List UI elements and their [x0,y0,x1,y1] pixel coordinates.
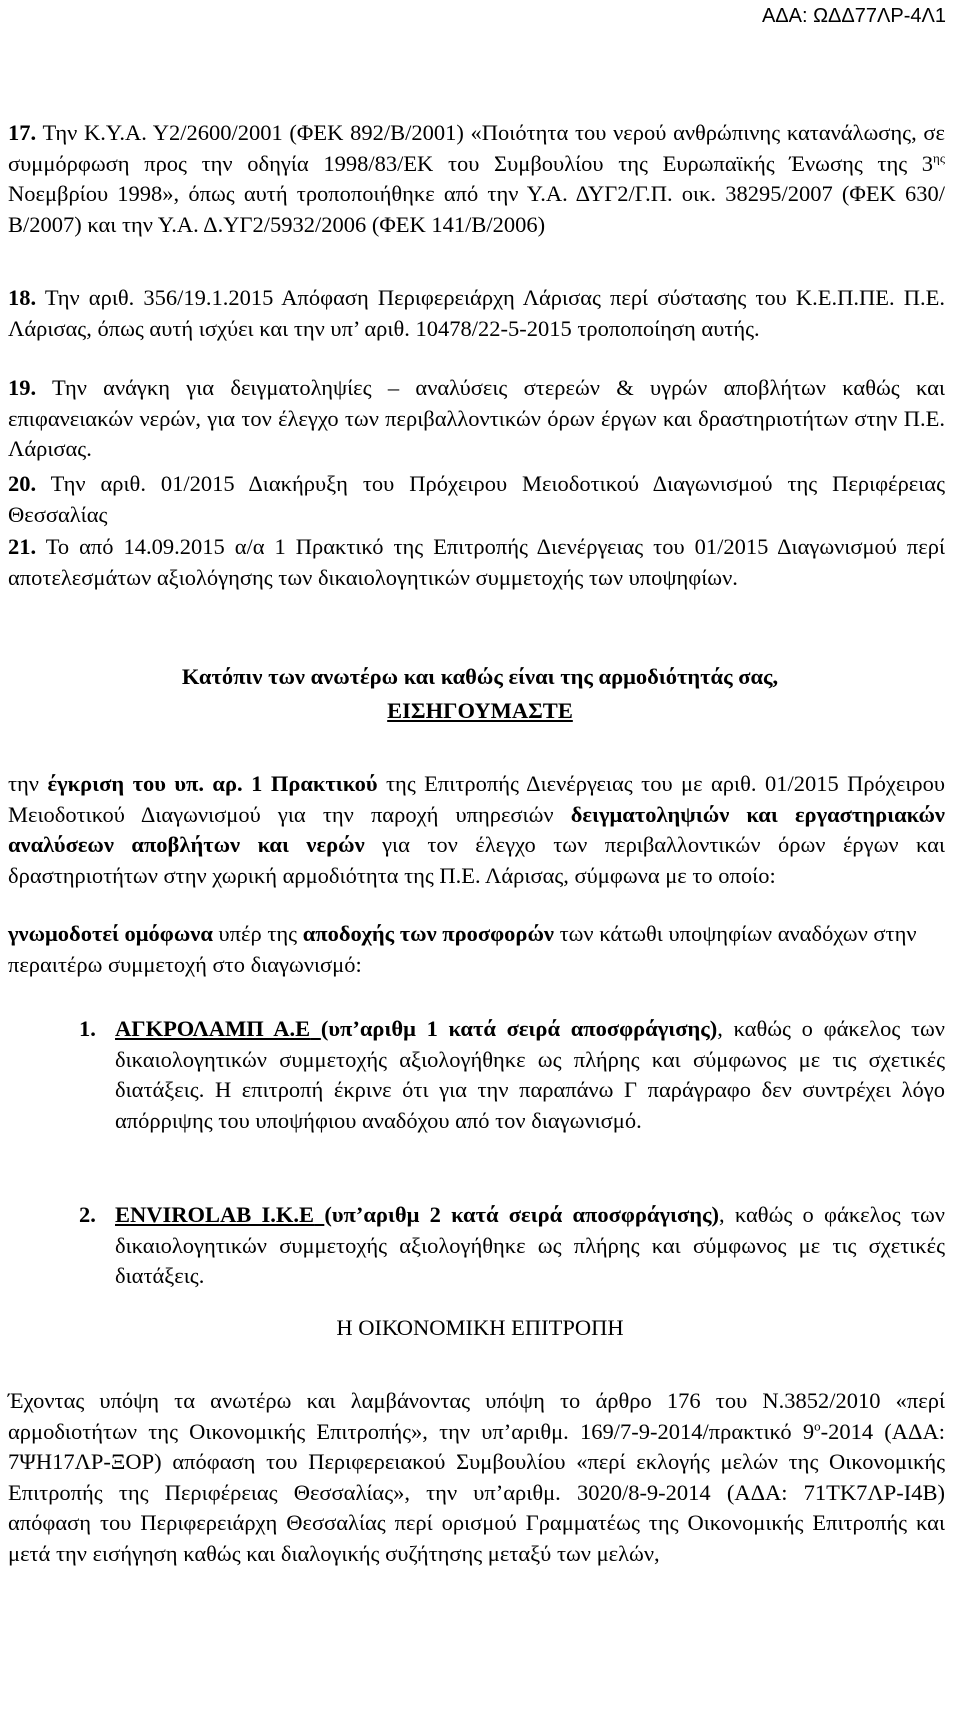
bidder-1-text: , καθώς ο φάκελος των δικαιολογητικών συμμετοχής αξιολογήθηκε ως πλήρης και σύμφωνος με τις σχετικές διατάξεις. Η επιτροπή έκρινε ότι για την παραπάνω Γ παράγραφο δεν συντρέχει λόγο απόρριψης του υποψήφιου αναδόχου από τον διαγωνισμό. [115,1016,945,1133]
item-19-text: Την ανάγκη για δειγματοληψίες – αναλύσεις στερεών & υγρών αποβλήτων καθώς και επιφανειακών νερών, για τον έλεγχο των περιβαλλοντικών όρων έργων και δραστηριοτήτων στην Π.Ε. Λάρισας. [8,375,946,461]
item-18-text: Την αριθ. 356/19.1.2015 Απόφαση Περιφερειάρχη Λάρισας περί σύστασης του Κ.Ε.Π.ΠΕ. Π.Ε. Λάρισας, όπως αυτή ισχύει και την υπ’ αριθ. 10478/22-5-2015 τροποποίηση αυτής. [8,285,946,341]
committee-title: Η ΟΙΚΟΝΟΜΙΚΗ ΕΠΙΤΡΟΠΗ [336,1315,624,1340]
bidder-2-text: , καθώς ο φάκελος των δικαιολογητικών συμμετοχής αξιολογήθηκε ως πλήρης και σύμφωνος με τις σχετικές διατάξεις. [115,1202,945,1288]
unanimous-paragraph: γνωμοδοτεί ομόφωνα υπέρ της αποδοχής των προσφορών των κάτωθι υποψηφίων αναδόχων στην περαιτέρω συμμετοχή στο διαγωνισμό: [8,921,917,977]
bidder-2: 2. ENVIROLAB I.K.E (υπ’αριθμ 2 κατά σειρά αποσφράγισης), καθώς ο φάκελος των δικαιολογητικών συμμετοχής αξιολογήθηκε ως πλήρης και σύμφωνος με τις σχετικές διατάξεις. [79,1202,945,1288]
final-paragraph: Έχοντας υπόψη τα ανωτέρω και λαμβάνοντας υπόψη το άρθρο 176 του Ν.3852/2010 «περί αρμοδιοτήτων της Οικονομικής Επιτροπής», την υπ’αριθμ. 169/7-9-2014/πρακτικό $9^o-2014$ (ΑΔΑ: 7ΨΗ17ΛΡ-ΞΟΡ) απόφαση του Περιφερειακού Συμβουλίου «περί εκλογής μελών της Οικονομικής Επιτροπής της Περιφέρειας Θεσσαλίας», την υπ’αριθμ. 3020/8-9-2014 (ΑΔΑ: 71ΤΚ7ΛΡ-Ι4Β) απόφαση του Περιφερειάρχη Θεσσαλίας περί ορισμού Γραμματέως της Οικονομικής Επιτροπής και μετά την εισήγηση καθώς και διαλογικής συζήτησης μεταξύ των μελών, [8,1388,945,1566]
list-item-21: 21. Το από 14.09.2015 α/α 1 Πρακτικό της Επιτροπής Διενέργειας του 01/2015 Διαγωνισμού περί αποτελεσμάτων αξιολόγησης των δικαιολογητικών συμμετοχής των υποψηφίων. [8,534,946,590]
list-item-19: 19. Την ανάγκη για δειγματοληψίες – αναλύσεις στερεών & υγρών αποβλήτων καθώς και επιφανειακών νερών, για τον έλεγχο των περιβαλλοντικών όρων έργων και δραστηριοτήτων στην Π.Ε. Λάρισας. [8,375,946,461]
item-20-text: Την αριθ. 01/2015 Διακήρυξη του Πρόχειρου Μειοδοτικού Διαγωνισμού της Περιφέρειας Θεσσαλίας [8,471,945,527]
list-item-20: 20. Την αριθ. 01/2015 Διακήρυξη του Πρόχειρου Μειοδοτικού Διαγωνισμού της Περιφέρειας Θεσσαλίας [8,471,945,527]
bidder-1-order: (υπ’αριθμ 1 κατά σειρά αποσφράγισης) [320,1016,718,1041]
item-17-text-a: Την Κ.Υ.Α. Υ2/2600/2001 (ΦΕΚ 892/Β/2001) «Ποιότητα του νερού ανθρώπινης κατανάλωσης, σε συμμόρφωση προς την οδηγία 1998/83/ΕΚ του Συμβουλίου της Ευρωπαϊκής Ένωσης της 3 [8,120,945,176]
bidder-1: 1. ΑΓΚΡΟΛΑΜΠ Α.Ε (υπ’αριθμ 1 κατά σειρά αποσφράγισης), καθώς ο φάκελος των δικαιολογητικών συμμετοχής αξιολογήθηκε ως πλήρης και σύμφωνος με τις σχετικές διατάξεις. Η επιτροπή έκρινε ότι για την παραπάνω Γ παράγραφο δεν συντρέχει λόγο απόρριψης του υποψήφιου αναδόχου από τον διαγωνισμό. [79,1016,945,1133]
list-item-18: 18. Την αριθ. 356/19.1.2015 Απόφαση Περιφερειάρχη Λάρισας περί σύστασης του Κ.Ε.Π.ΠΕ. Π.Ε. Λάρισας, όπως αυτή ισχύει και την υπ’ αριθ. 10478/22-5-2015 τροποποίηση αυτής. [8,285,946,341]
bidder-2-name: ENVIROLAB I.K.E [115,1202,315,1227]
heading-line-2: ΕΙΣΗΓΟΥΜΑΣΤΕ [387,698,573,723]
heading-line-1: Κατόπιν των ανωτέρω και καθώς είναι της αρμοδιότητάς σας, [181,664,779,689]
item-17-sup: ης [933,150,945,165]
approval-paragraph: την έγκριση του υπ. αρ. 1 Πρακτικού της Επιτροπής Διενέργειας του με αριθ. 01/2015 Πρόχειρου Μειοδοτικού Διαγωνισμού για την παροχή υπηρεσιών δειγματοληψιών και εργαστηριακών αναλύσεων αποβλήτων και νερών για τον έλεγχο των περιβαλλοντικών όρων έργων και δραστηριοτήτων στην χωρική αρμοδιότητα της Π.Ε. Λάρισας, σύμφωνα με το οποίο: [8,771,946,888]
bidder-2-order: (υπ’αριθμ 2 κατά σειρά αποσφράγισης) [324,1202,719,1227]
item-17-text-b: Νοεμβρίου 1998», όπως αυτή τροποποιήθηκε από την Υ.Α. ΔΥΓ2/Γ.Π. οικ. 38295/2007 (ΦΕΚ 630/Β/2007) και την Υ.Α. Δ.ΥΓ2/5932/2006 (ΦΕΚ 141/Β/2006) [8,181,945,237]
item-21-text: Το από 14.09.2015 α/α 1 Πρακτικό της Επιτροπής Διενέργειας του 01/2015 Διαγωνισμού περί αποτελεσμάτων αξιολόγησης των δικαιολογητικών συμμετοχής των υποψηφίων. [8,534,946,590]
list-item-17: 17. Την Κ.Υ.Α. Υ2/2600/2001 (ΦΕΚ 892/Β/2001) «Ποιότητα του νερού ανθρώπινης κατανάλωσης, σε συμμόρφωση προς την οδηγία 1998/83/ΕΚ του Συμβουλίου της Ευρωπαϊκής Ένωσης της $3^{\eta\varsigma}$ Νοεμβρίου 1998», όπως αυτή τροποποιήθηκε από την Υ.Α. ΔΥΓ2/Γ.Π. οικ. 38295/2007 (ΦΕΚ 630/Β/2007) και την Υ.Α. Δ.ΥΓ2/5932/2006 (ΦΕΚ 141/Β/2006) [8,120,945,237]
bidder-1-name: ΑΓΚΡΟΛΑΜΠ Α.Ε [115,1016,311,1041]
ada-code: ΑΔΑ: ΩΔΔ77ΛΡ-4Λ1 [761,5,946,27]
